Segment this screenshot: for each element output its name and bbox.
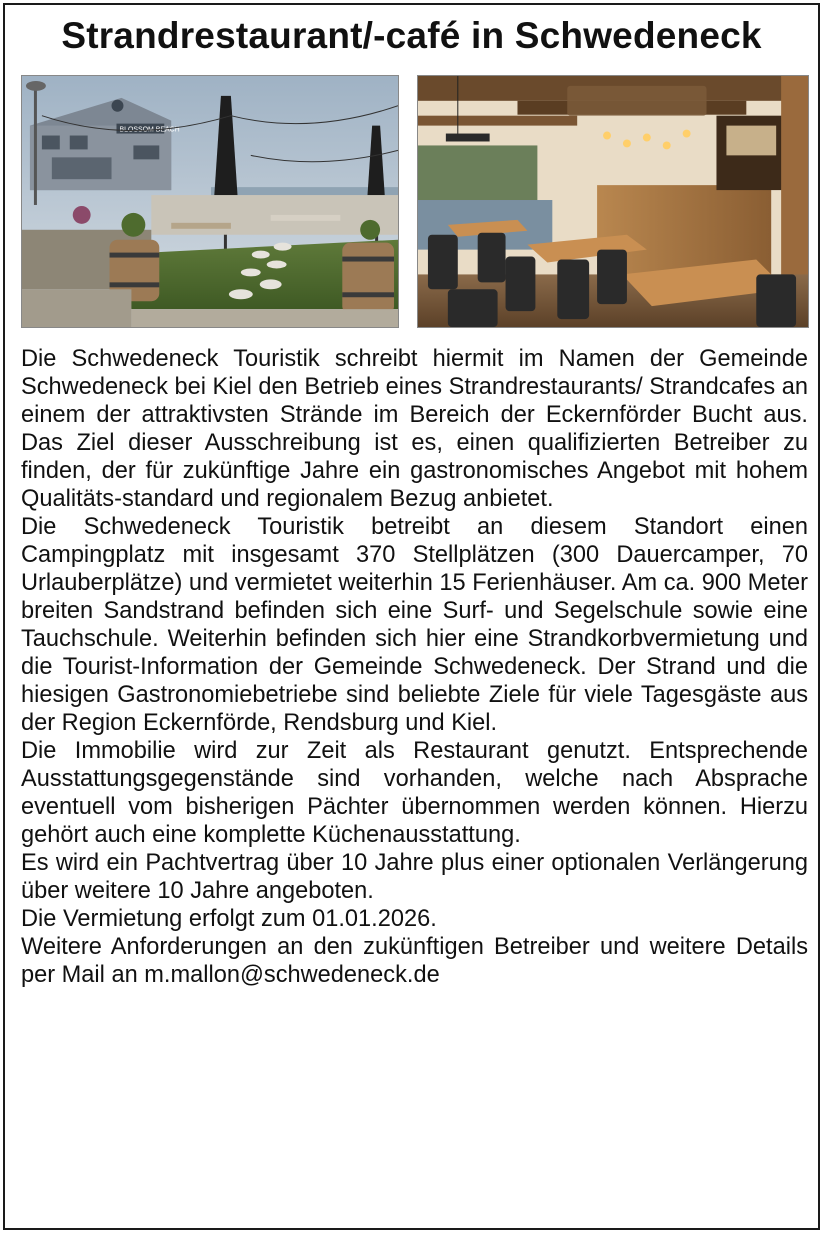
ad-title: Strandrestaurant/-café in Schwedeneck <box>61 15 762 56</box>
interior-photo <box>417 75 809 328</box>
paragraph-contact: Weitere Anforderungen an den zukünftigen Betreiber und weitere Details per Mail an m.mallon@schwedeneck.de <box>21 934 808 988</box>
paragraph-lease-terms: Es wird ein Pachtvertrag über 10 Jahre plus einer optionalen Verlängerung über weitere 10 Jahre angeboten. <box>21 850 808 904</box>
interior-photo-image <box>418 76 808 327</box>
paragraph-tender-intro: Die Schwedeneck Touristik schreibt hiermit im Namen der Gemeinde Schwedeneck bei Kiel den Betrieb eines Strandrestaurants/ Strandcafes an einem der attraktivsten Strände im Bereich der Eckernförder Bucht aus. Das Ziel dieser Ausschreibung ist es, einen qualifizierten Betreiber zu finden, der für zukünftige Jahre ein gastronomisches Angebot mit hohem Qualitäts-standard und regionalem Bezug anbietet. <box>21 346 808 512</box>
ad-body-text <box>21 345 808 989</box>
exterior-photo-image <box>22 76 398 327</box>
advertisement-box <box>3 3 820 1230</box>
paragraph-property-use: Die Immobilie wird zur Zeit als Restaurant genutzt. Entsprechende Ausstattungsgegenstände sind vorhanden, welche nach Absprache eventuell vom bisherigen Pächter übernommen werden können. Hierzu gehört auch eine komplette Küchenausstattung. <box>21 738 808 848</box>
building-sign: BLOSSOM BEACH <box>119 126 180 134</box>
paragraph-location-info: Die Schwedeneck Touristik betreibt an diesem Standort einen Campingplatz mit insgesamt 370 Stellplätzen (300 Dauercamper, 70 Urlauberplätze) und vermietet weiterhin 15 Ferienhäuser. Am ca. 900 Meter breiten Sandstrand befinden sich eine Surf- und Segelschule sowie eine Tauchschule. Weiterhin befinden sich hier eine Strandkorbvermietung und die Tourist-Information der Gemeinde Schwedeneck. Der Strand und die hiesigen Gastronomiebetriebe sind beliebte Ziele für viele Tagesgäste aus der Region Eckernförde, Rendsburg und Kiel. <box>21 514 808 736</box>
paragraph-start-date: Die Vermietung erfolgt zum 01.01.2026. <box>21 906 437 932</box>
exterior-photo <box>21 75 399 328</box>
